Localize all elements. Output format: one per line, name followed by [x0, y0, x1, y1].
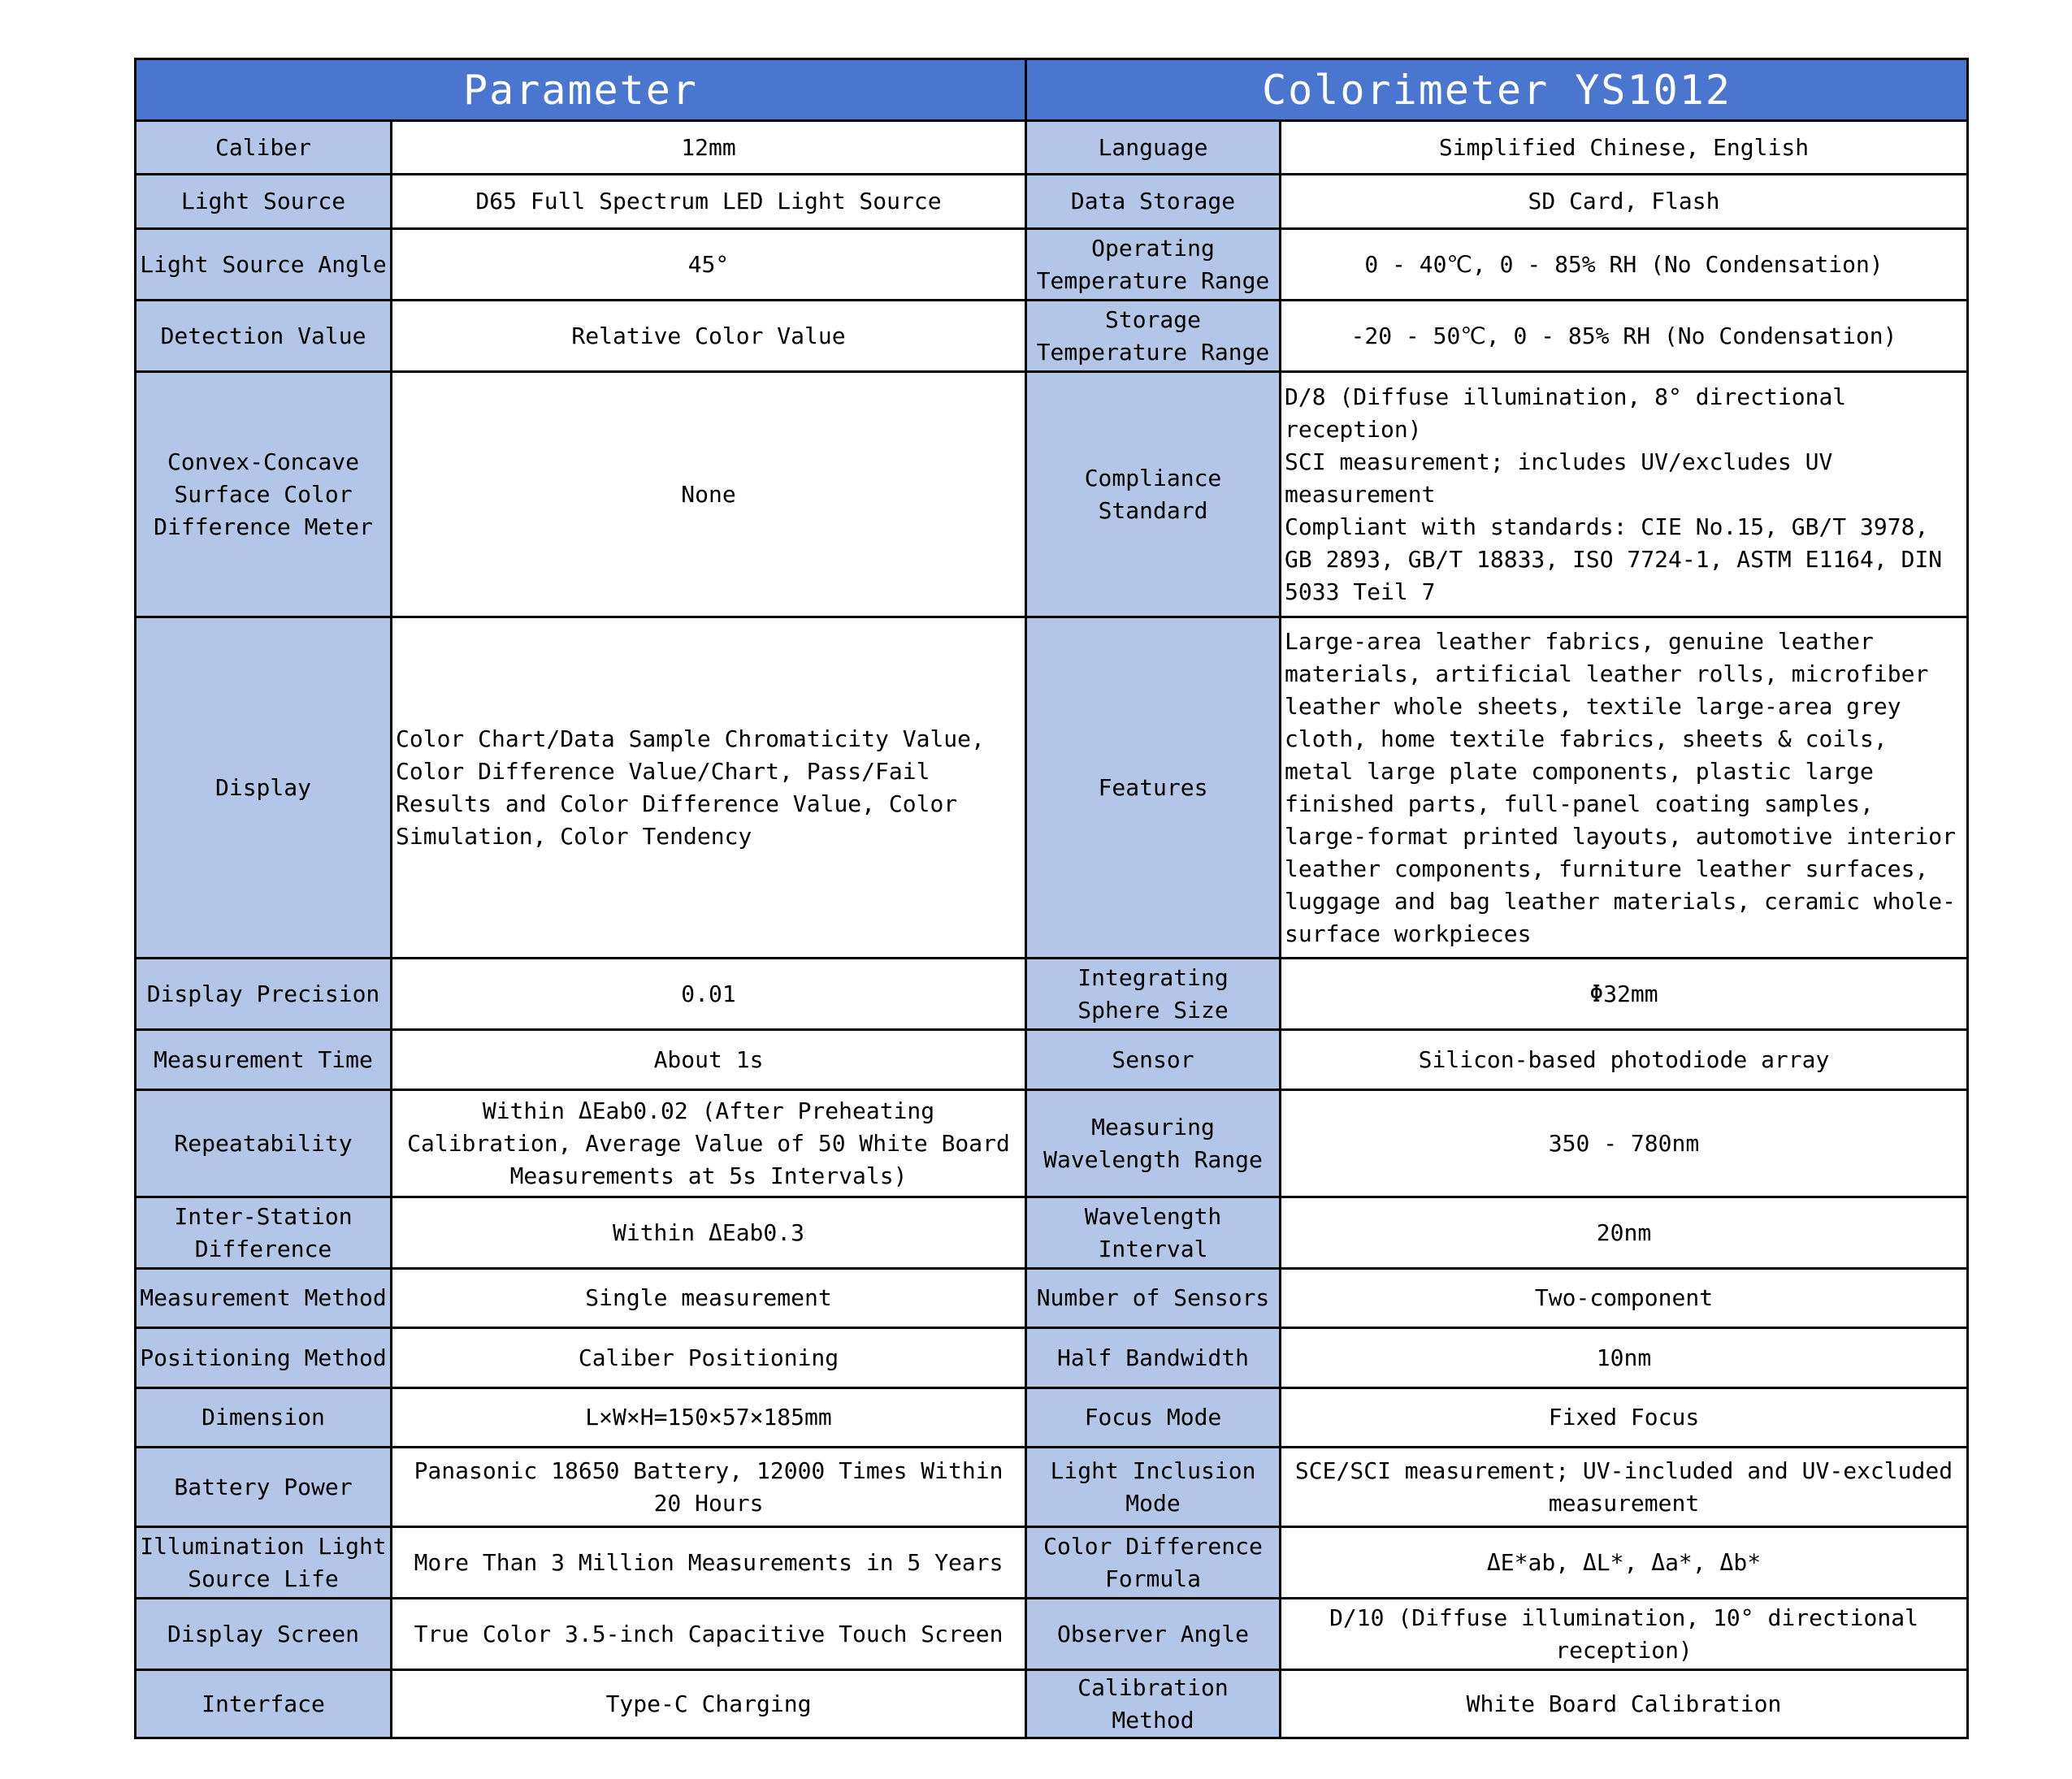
param-value: Within ΔEab0.3 — [392, 1197, 1026, 1269]
param-label: Wavelength Interval — [1026, 1197, 1281, 1269]
table-row — [136, 1388, 1968, 1448]
param-label: Language — [1026, 121, 1281, 175]
param-label: Display — [136, 617, 392, 959]
param-value: Relative Color Value — [392, 301, 1026, 372]
param-value: 20nm — [1281, 1197, 1968, 1269]
param-label: Display Screen — [136, 1599, 392, 1670]
table-row — [136, 1527, 1968, 1599]
param-value: ΔE*ab, ΔL*, Δa*, Δb* — [1281, 1527, 1968, 1599]
param-value: More Than 3 Million Measurements in 5 Years — [392, 1527, 1026, 1599]
param-label: Half Bandwidth — [1026, 1328, 1281, 1388]
param-value: 10nm — [1281, 1328, 1968, 1388]
param-value: SD Card, Flash — [1281, 175, 1968, 229]
param-label: Data Storage — [1026, 175, 1281, 229]
param-value: About 1s — [392, 1030, 1026, 1090]
param-label: Integrating Sphere Size — [1026, 959, 1281, 1030]
param-value: Simplified Chinese, English — [1281, 121, 1968, 175]
table-row — [136, 1090, 1968, 1197]
table-row — [136, 121, 1968, 175]
param-label: Compliance Standard — [1026, 372, 1281, 617]
param-label: Color Difference Formula — [1026, 1527, 1281, 1599]
spec-table — [134, 58, 1969, 1739]
param-label: Battery Power — [136, 1448, 392, 1527]
param-label: Illumination Light Source Life — [136, 1527, 392, 1599]
param-label: Inter-Station Difference — [136, 1197, 392, 1269]
param-value: Within ΔEab0.02 (After Preheating Calibration, Average Value of 50 White Board Measurements at 5s Intervals) — [392, 1090, 1026, 1197]
param-value: Two-component — [1281, 1269, 1968, 1328]
table-row — [136, 229, 1968, 301]
param-label: Operating Temperature Range — [1026, 229, 1281, 301]
param-value: Large-area leather fabrics, genuine leather materials, artificial leather rolls, microfiber leather whole sheets, textile large-area grey cloth, home textile fabrics, sheets & coils, metal large plate components, plastic large finished parts, full-panel coating samples, large-format printed layouts, automotive interior leather components, furniture leather surfaces, luggage and bag leather materials, ceramic whole-surface workpieces — [1281, 617, 1968, 959]
table-row — [136, 175, 1968, 229]
param-label: Repeatability — [136, 1090, 392, 1197]
param-label: Measuring Wavelength Range — [1026, 1090, 1281, 1197]
param-label: Light Source — [136, 175, 392, 229]
param-value: L×W×H=150×57×185mm — [392, 1388, 1026, 1448]
param-value: White Board Calibration — [1281, 1670, 1968, 1738]
param-label: Detection Value — [136, 301, 392, 372]
param-label: Light Inclusion Mode — [1026, 1448, 1281, 1527]
param-label: Dimension — [136, 1388, 392, 1448]
param-value: D/8 (Diffuse illumination, 8° directional reception) SCI measurement; includes UV/excludes UV measurement Compliant with standards: CIE No.15, GB/T 3978, GB 2893, GB/T 18833, ISO 7724-1, ASTM E1164, DIN 5033 Teil 7 — [1281, 372, 1968, 617]
param-label: Positioning Method — [136, 1328, 392, 1388]
param-value: SCE/SCI measurement; UV-included and UV-excluded measurement — [1281, 1448, 1968, 1527]
table-row — [136, 1030, 1968, 1090]
table-row — [136, 1448, 1968, 1527]
table-row — [136, 1328, 1968, 1388]
param-value: Silicon-based photodiode array — [1281, 1030, 1968, 1090]
param-value: D65 Full Spectrum LED Light Source — [392, 175, 1026, 229]
header-model: Colorimeter YS1012 — [1026, 59, 1968, 121]
param-value: True Color 3.5-inch Capacitive Touch Screen — [392, 1599, 1026, 1670]
param-label: Caliber — [136, 121, 392, 175]
param-label: Convex-Concave Surface Color Difference Meter — [136, 372, 392, 617]
table-row — [136, 372, 1968, 617]
param-label: Sensor — [1026, 1030, 1281, 1090]
table-row — [136, 1197, 1968, 1269]
param-value: 0 - 40℃, 0 - 85% RH (No Condensation) — [1281, 229, 1968, 301]
param-value: D/10 (Diffuse illumination, 10° directional reception) — [1281, 1599, 1968, 1670]
table-row — [136, 959, 1968, 1030]
param-label: Number of Sensors — [1026, 1269, 1281, 1328]
param-label: Display Precision — [136, 959, 392, 1030]
header-parameter: Parameter — [136, 59, 1026, 121]
param-label: Light Source Angle — [136, 229, 392, 301]
param-label: Features — [1026, 617, 1281, 959]
param-label: Interface — [136, 1670, 392, 1738]
param-label: Storage Temperature Range — [1026, 301, 1281, 372]
param-value: 45° — [392, 229, 1026, 301]
param-value: Single measurement — [392, 1269, 1026, 1328]
param-value: Color Chart/Data Sample Chromaticity Value, Color Difference Value/Chart, Pass/Fail Results and Color Difference Value, Color Simulation, Color Tendency — [392, 617, 1026, 959]
table-header-row — [136, 59, 1968, 121]
table-row — [136, 1670, 1968, 1738]
param-value: -20 - 50℃, 0 - 85% RH (No Condensation) — [1281, 301, 1968, 372]
param-value: 350 - 780nm — [1281, 1090, 1968, 1197]
param-value: 12mm — [392, 121, 1026, 175]
param-value: Φ32mm — [1281, 959, 1968, 1030]
table-row — [136, 301, 1968, 372]
param-value: 0.01 — [392, 959, 1026, 1030]
param-value: None — [392, 372, 1026, 617]
param-value: Caliber Positioning — [392, 1328, 1026, 1388]
param-value: Fixed Focus — [1281, 1388, 1968, 1448]
param-label: Measurement Time — [136, 1030, 392, 1090]
param-label: Observer Angle — [1026, 1599, 1281, 1670]
table-row — [136, 1599, 1968, 1670]
table-row — [136, 1269, 1968, 1328]
table-row — [136, 617, 1968, 959]
param-value: Type-C Charging — [392, 1670, 1026, 1738]
param-label: Measurement Method — [136, 1269, 392, 1328]
param-label: Calibration Method — [1026, 1670, 1281, 1738]
param-label: Focus Mode — [1026, 1388, 1281, 1448]
param-value: Panasonic 18650 Battery, 12000 Times Within 20 Hours — [392, 1448, 1026, 1527]
